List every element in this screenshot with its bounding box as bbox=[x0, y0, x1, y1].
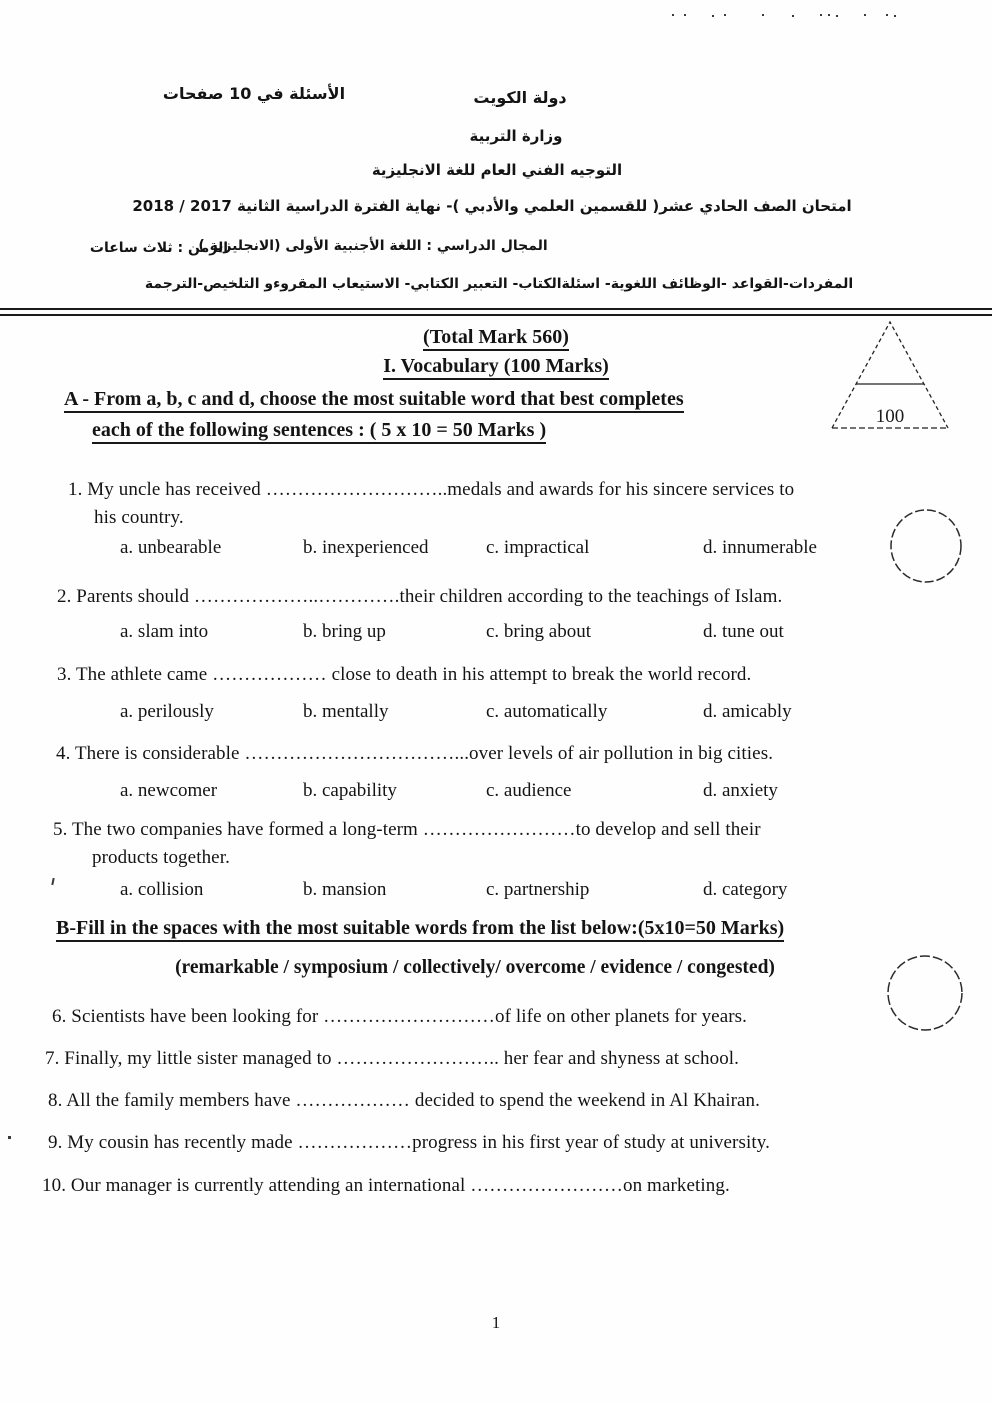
ministry-name: وزارة التربية bbox=[469, 127, 563, 145]
question-2-option-a: a. slam into bbox=[120, 621, 209, 642]
answer-circle-2 bbox=[886, 954, 966, 1034]
question-1-text-line-1: 1. My uncle has received ………………………..medals and awards for his sincere services to bbox=[68, 479, 795, 500]
question-1-options bbox=[0, 537, 992, 563]
question-4-option-c: c. audience bbox=[486, 780, 572, 801]
header-divider-top bbox=[0, 308, 992, 310]
question-4-text-line-1: 4. There is considerable ……………………………...over levels of air pollution in big cities. bbox=[56, 743, 774, 764]
question-5-option-b: b. mansion bbox=[303, 879, 387, 900]
part-a-instruction-line-1: A - From a, b, c and d, choose the most suitable word that best completes bbox=[64, 388, 684, 413]
question-5-text-line-2: products together. bbox=[92, 847, 230, 868]
question-4-options bbox=[0, 780, 992, 806]
question-5-text-line-1: 5. The two companies have formed a long-term ……………………to develop and sell their bbox=[53, 819, 761, 840]
mark-triangle-value: 100 bbox=[875, 406, 905, 427]
question-3-option-a: a. perilously bbox=[120, 701, 214, 722]
question-8-text: 8. All the family members have ……………… decided to spend the weekend in Al Khairan. bbox=[48, 1090, 760, 1111]
question-3-text-line-1: 3. The athlete came ……………… close to death in his attempt to break the world record. bbox=[57, 664, 752, 685]
scan-noise-dots bbox=[672, 14, 674, 16]
question-5-option-d: d. category bbox=[703, 879, 788, 900]
question-1-text-line-2: his country. bbox=[94, 507, 184, 528]
question-1-option-c: c. impractical bbox=[486, 537, 590, 558]
question-3-options bbox=[0, 701, 992, 727]
directorate-name: التوجيه الفني العام للغة الانجليزية bbox=[371, 161, 623, 179]
total-mark-heading: (Total Mark 560) bbox=[423, 326, 569, 351]
question-4-option-d: d. anxiety bbox=[703, 780, 778, 801]
question-6-text: 6. Scientists have been looking for ………………………of life on other planets for years. bbox=[52, 1006, 748, 1027]
word-bank: (remarkable / symposium / collectively/ overcome / evidence / congested) bbox=[175, 957, 775, 978]
question-3-option-c: c. automatically bbox=[486, 701, 608, 722]
question-2-option-c: c. bring about bbox=[486, 621, 592, 642]
vocabulary-section-heading: I. Vocabulary (100 Marks) bbox=[383, 355, 609, 380]
question-2-text-line-1: 2. Parents should ………………..………….their children according to the teachings of Islam. bbox=[57, 586, 783, 607]
part-b-instruction: B-Fill in the spaces with the most suitable words from the list below:(5x10=50 Marks) bbox=[56, 917, 784, 942]
subject-line: المجال الدراسي : اللغة الأجنبية الأولى (الانجليزية ) bbox=[198, 238, 548, 254]
question-2-options bbox=[0, 621, 992, 647]
part-a-instruction-line-2: each of the following sentences : ( 5 x 10 = 50 Marks ) bbox=[92, 419, 546, 444]
exam-title-line: امتحان الصف الحادي عشر( للقسمين العلمي والأدبي )- نهاية الفترة الدراسية الثانية 2017 / 2018 bbox=[132, 197, 852, 215]
question-5-option-a: a. collision bbox=[120, 879, 204, 900]
question-2-option-b: b. bring up bbox=[303, 621, 386, 642]
question-9-text: 9. My cousin has recently made ………………progress in his first year of study at university. bbox=[48, 1132, 770, 1153]
scan-noise-dot bbox=[8, 1136, 11, 1139]
mark-triangle bbox=[826, 316, 956, 436]
question-3-option-d: d. amicably bbox=[703, 701, 792, 722]
exam-components-line: المفردات-القواعد -الوظائف اللغوية- اسئلةالكتاب- التعبير الكتابي- الاستيعاب المقروءو التلخيص-الترجمة bbox=[144, 276, 854, 292]
question-1-option-d: d. innumerable bbox=[703, 537, 817, 558]
question-1-option-b: b. inexperienced bbox=[303, 537, 429, 558]
question-10-text: 10. Our manager is currently attending an international ……………………on marketing. bbox=[42, 1175, 730, 1196]
question-1-option-a: a. unbearable bbox=[120, 537, 222, 558]
state-name: دولة الكويت bbox=[473, 88, 567, 107]
question-5-option-c: c. partnership bbox=[486, 879, 590, 900]
question-4-option-b: b. capability bbox=[303, 780, 397, 801]
question-5-options bbox=[0, 879, 992, 905]
duration-line: الزمن : ثلاث ساعات bbox=[89, 240, 228, 256]
page-number: 1 bbox=[491, 1313, 501, 1332]
answer-circle-1 bbox=[888, 508, 966, 586]
question-3-option-b: b. mentally bbox=[303, 701, 389, 722]
pages-count-note: الأسئلة في 10 صفحات bbox=[162, 84, 346, 103]
question-2-option-d: d. tune out bbox=[703, 621, 784, 642]
question-4-option-a: a. newcomer bbox=[120, 780, 218, 801]
question-7-text: 7. Finally, my little sister managed to …………………….. her fear and shyness at school. bbox=[45, 1048, 740, 1069]
